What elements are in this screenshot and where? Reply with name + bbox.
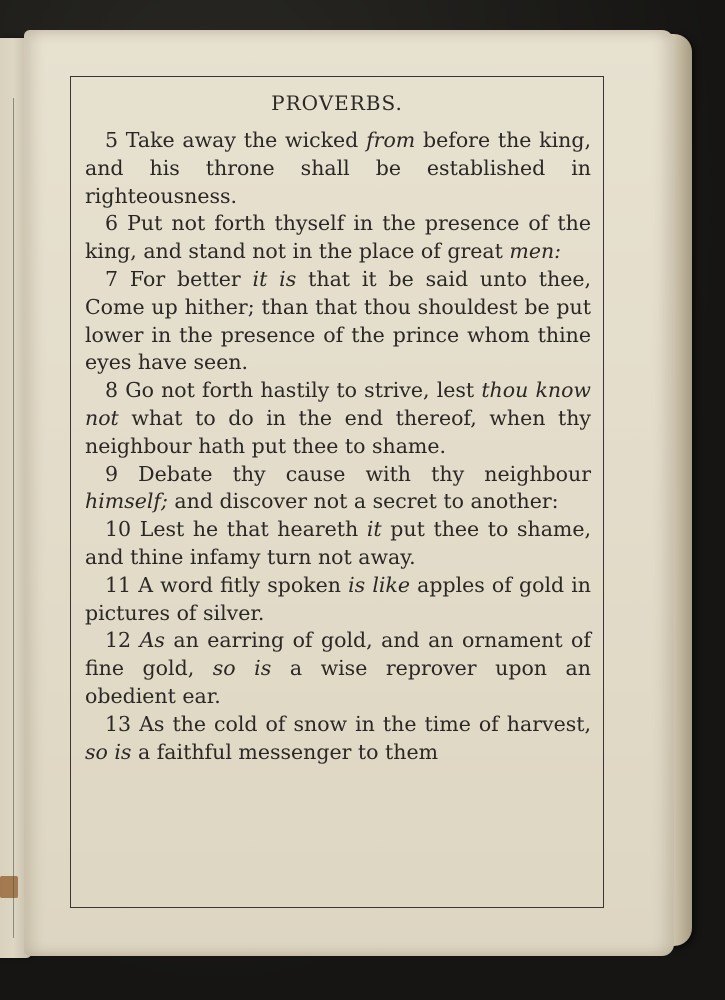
italic-supplied-word: thou know not [85,378,591,430]
italic-supplied-word: As [139,628,165,653]
italic-supplied-word: from [366,128,416,152]
verse-text: what to do in the end thereof, when thy neighbour hath put thee to shame. [85,405,591,458]
verse-number: 7 [105,266,119,291]
verse-number: 12 [105,628,132,653]
italic-supplied-word: it [366,517,382,542]
italic-supplied-word: himself; [85,489,168,514]
verse-text: Take away the wicked [118,128,367,152]
verse-number: 5 [105,128,119,152]
text-frame [70,76,604,908]
verse-text: As the cold of snow in the time of harvest, [131,711,591,736]
verse-13 [85,711,591,767]
verse-text: that it be said unto thee, Come up hither; than that thou shouldest be put lower in the presence of the prince whom thine eyes have seen. [85,266,591,375]
verse-text: put thee to shame, and thine infamy turn not away. [85,517,592,569]
verse-text: and discover not a secret to another: [167,489,559,514]
verse-text: before the king, and his throne shall be established in righteousness. [85,128,591,208]
verse-number: 10 [105,517,132,542]
book-page [24,30,674,956]
verse-number: 9 [105,461,119,486]
verse-text: Put not forth thyself in the presence of the king, and stand not in the place of great [85,211,591,264]
verse-text: a faithful messenger to them [131,739,439,764]
verse-7 [85,266,591,377]
verse-text: a wise reprover upon an obedient ear. [85,656,591,708]
italic-supplied-word: it is [252,266,297,291]
verse-text [131,628,139,652]
italic-supplied-word: so is [212,656,272,681]
running-head: PROVERBS. [271,91,403,115]
verse-5 [85,127,591,210]
verse-11 [85,572,591,628]
italic-supplied-word: so is [85,739,132,764]
italic-supplied-word: men: [509,239,562,264]
italic-supplied-word: is like [348,572,410,597]
verse-text-block [85,127,591,766]
verse-text: Debate thy cause with thy neighbour [118,461,591,486]
verse-text: Go not forth hastily to strive, lest [118,378,482,403]
verse-text: an earring of gold, and an ornament of fine gold, [85,628,591,681]
verse-number: 11 [105,572,132,597]
verse-number: 8 [105,378,119,403]
verse-6 [85,210,591,266]
stain-mark [0,876,18,898]
verse-9 [85,461,591,517]
verse-number: 6 [105,211,119,236]
verse-text: apples of gold in pictures of silver. [85,572,591,625]
verse-10 [85,516,591,572]
verse-text: Lest he that heareth [131,517,367,542]
verse-number: 13 [105,711,132,736]
verse-text: For better [118,266,253,291]
verse-12 [85,627,591,710]
verse-text: A word fitly spoken [131,572,349,597]
verse-8 [85,377,591,460]
